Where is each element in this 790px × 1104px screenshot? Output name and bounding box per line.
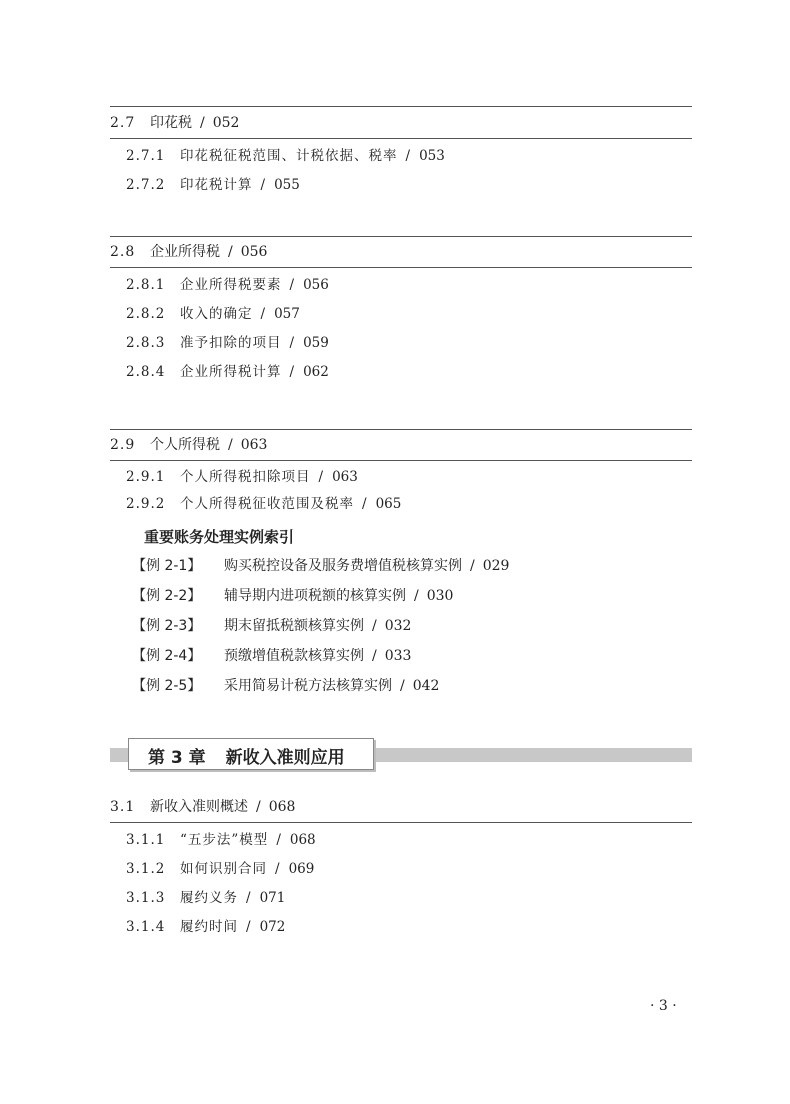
rule-bottom-2-7 (110, 138, 692, 139)
toc-title: 履约时间 (180, 919, 238, 935)
toc-title: 印花税征税范围、计税依据、税率 (180, 148, 398, 164)
example-page: 030 (426, 588, 454, 604)
toc-separator: / (289, 335, 296, 351)
rule-bottom-2-9 (110, 460, 692, 461)
toc-subsection-2-8-4[interactable] (126, 363, 329, 381)
toc-number: 2.7 (110, 115, 136, 131)
toc-number: 2.8.2 (126, 306, 166, 322)
example-tag: 【例 2-4】 (132, 648, 202, 664)
toc-separator: / (228, 437, 233, 453)
example-title: 采用简易计税方法核算实例 (224, 678, 392, 694)
toc-separator: / (372, 648, 377, 664)
toc-title: 收入的确定 (180, 306, 253, 322)
toc-number: 2.9.2 (126, 496, 166, 512)
example-entry-2-3[interactable] (132, 617, 411, 635)
toc-subsection-3-1-2[interactable] (126, 860, 314, 878)
toc-subsection-2-8-2[interactable] (126, 305, 300, 323)
toc-separator: / (246, 919, 252, 935)
toc-number: 2.8 (110, 244, 136, 260)
rule-bottom-3-1 (110, 822, 692, 823)
toc-title: 履约义务 (180, 890, 238, 906)
toc-page: 055 (274, 177, 300, 193)
toc-separator: / (275, 861, 281, 877)
toc-separator: / (362, 496, 368, 512)
toc-subsection-2-7-1[interactable] (126, 147, 445, 165)
toc-separator: / (470, 558, 475, 574)
toc-page: 069 (288, 861, 315, 877)
toc-separator: / (318, 469, 325, 485)
toc-page: 068 (289, 832, 316, 848)
rule-top-2-7 (110, 106, 692, 107)
example-page: 042 (412, 678, 440, 694)
toc-separator: / (289, 364, 296, 380)
toc-subsection-2-9-2[interactable] (126, 495, 401, 513)
toc-section-2-8[interactable] (110, 243, 267, 261)
toc-title: “五步法”模型 (180, 832, 269, 848)
toc-number: 2.9.1 (126, 469, 166, 485)
toc-page: 071 (259, 890, 286, 906)
toc-title: 印花税计算 (180, 177, 253, 193)
rule-bottom-2-8 (110, 267, 692, 268)
toc-section-2-7[interactable] (110, 114, 239, 132)
toc-title: 个人所得税扣除项目 (180, 469, 311, 485)
toc-number: 3.1.2 (126, 861, 166, 877)
example-entry-2-5[interactable] (132, 677, 439, 695)
toc-page: 059 (303, 335, 329, 351)
toc-subsection-3-1-3[interactable] (126, 889, 285, 907)
toc-number: 2.7.1 (126, 148, 166, 164)
chapter-name: 新收入准则应用 (225, 748, 345, 768)
toc-subsection-2-9-1[interactable] (126, 468, 358, 486)
toc-subsection-2-8-3[interactable] (126, 334, 329, 352)
toc-separator: / (260, 177, 267, 193)
example-tag: 【例 2-1】 (132, 558, 202, 574)
toc-number: 2.8.4 (126, 364, 166, 380)
toc-separator: / (260, 306, 267, 322)
example-index-title: 重要账务处理实例索引 (144, 528, 295, 546)
toc-number: 3.1.4 (126, 919, 166, 935)
example-tag: 【例 2-3】 (132, 618, 202, 634)
toc-separator: / (372, 618, 377, 634)
toc-page: 068 (268, 799, 296, 815)
toc-number: 2.7.2 (126, 177, 166, 193)
toc-title: 企业所得税要素 (180, 277, 282, 293)
toc-title: 准予扣除的项目 (180, 335, 282, 351)
chapter-label: 第 3 章 (148, 748, 206, 768)
toc-separator: / (246, 890, 252, 906)
toc-separator: / (400, 678, 405, 694)
toc-section-3-1[interactable] (110, 798, 295, 816)
toc-subsection-3-1-1[interactable] (126, 831, 316, 849)
toc-separator: / (276, 832, 282, 848)
toc-subsection-2-7-2[interactable] (126, 176, 300, 194)
example-entry-2-1[interactable] (132, 557, 509, 575)
toc-page: 072 (259, 919, 286, 935)
toc-subsection-3-1-4[interactable] (126, 918, 285, 936)
rule-top-2-9 (110, 429, 692, 430)
toc-page: 063 (332, 469, 358, 485)
toc-page: 063 (240, 437, 268, 453)
toc-number: 3.1.3 (126, 890, 166, 906)
example-tag: 【例 2-5】 (132, 678, 202, 694)
example-title: 期末留抵税额核算实例 (224, 618, 364, 634)
toc-page: 056 (240, 244, 268, 260)
example-title: 辅导期内进项税额的核算实例 (224, 588, 406, 604)
toc-separator: / (228, 244, 233, 260)
page-number: · 3 · (650, 998, 677, 1014)
chapter-3-heading[interactable] (148, 743, 345, 768)
toc-number: 2.8.1 (126, 277, 166, 293)
toc-title: 个人所得税 (150, 437, 220, 453)
toc-page: 062 (303, 364, 329, 380)
toc-separator: / (289, 277, 296, 293)
toc-title: 个人所得税征收范围及税率 (180, 496, 354, 512)
toc-title: 印花税 (150, 115, 192, 131)
example-entry-2-4[interactable] (132, 647, 411, 665)
toc-title: 新收入准则概述 (150, 799, 248, 815)
toc-number: 2.9 (110, 437, 136, 453)
toc-title: 企业所得税 (150, 244, 220, 260)
toc-page: 053 (419, 148, 445, 164)
toc-page: 065 (375, 496, 402, 512)
example-title: 购买税控设备及服务费增值税核算实例 (224, 558, 462, 574)
example-entry-2-2[interactable] (132, 587, 453, 605)
example-page: 033 (384, 648, 412, 664)
example-tag: 【例 2-2】 (132, 588, 202, 604)
example-page: 029 (482, 558, 510, 574)
toc-page: 052 (212, 115, 240, 131)
toc-section-2-9[interactable] (110, 436, 267, 454)
toc-page: 057 (274, 306, 300, 322)
toc-separator: / (405, 148, 412, 164)
toc-title: 企业所得税计算 (180, 364, 282, 380)
example-page: 032 (384, 618, 412, 634)
toc-title: 如何识别合同 (180, 861, 267, 877)
example-title: 预缴增值税款核算实例 (224, 648, 364, 664)
toc-number: 3.1.1 (126, 832, 166, 848)
rule-top-2-8 (110, 236, 692, 237)
toc-separator: / (256, 799, 261, 815)
toc-page: 056 (303, 277, 329, 293)
toc-number: 2.8.3 (126, 335, 166, 351)
toc-separator: / (414, 588, 419, 604)
toc-number: 3.1 (110, 799, 136, 815)
toc-subsection-2-8-1[interactable] (126, 276, 329, 294)
toc-separator: / (200, 115, 205, 131)
